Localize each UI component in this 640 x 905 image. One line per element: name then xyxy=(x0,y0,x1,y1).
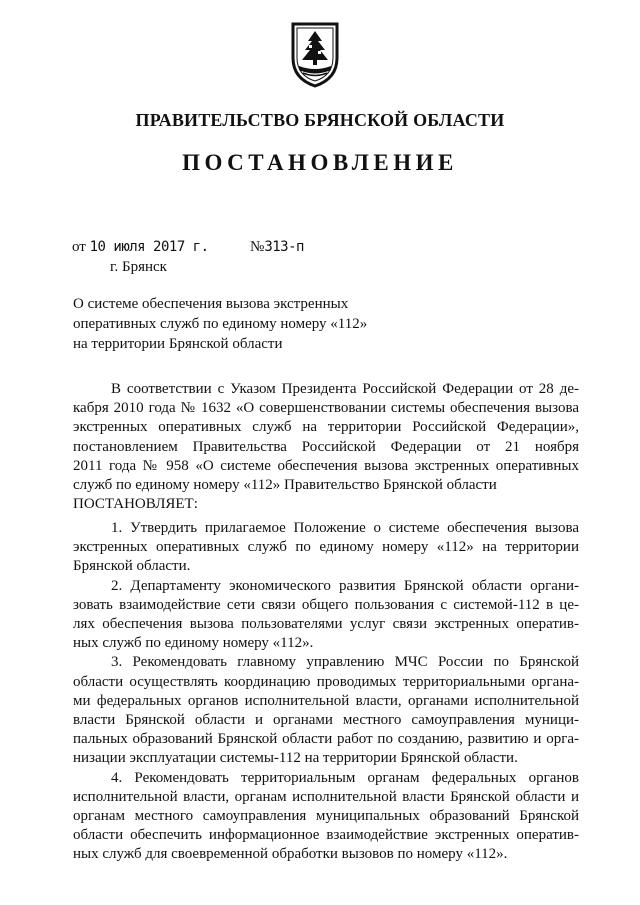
text-line: кабря 2010 года № 1632 «О совершенствовании системы обеспечения вызова xyxy=(73,400,579,417)
text-line: лях обеспечения вызова пользователями услуг связи экстренных оператив- xyxy=(73,616,579,633)
subject-line: оперативных служб по единому номеру «112» xyxy=(73,316,368,332)
subject-line: О системе обеспечения вызова экстренных xyxy=(73,296,349,312)
document-number xyxy=(250,239,304,256)
text-line: ных служб по единому номеру «112». xyxy=(73,635,314,652)
text-line: исполнительной власти, органам исполнительной власти Брянской области и xyxy=(73,788,579,805)
preamble-paragraph xyxy=(73,380,579,514)
decree-items xyxy=(73,519,579,865)
text-line: ми федеральных органов исполнительной власти, органами исполнительной xyxy=(73,692,579,709)
text-line: низации эксплуатации системы-112 на территории Брянской области. xyxy=(73,750,518,767)
city-line: г. Брянск xyxy=(110,259,167,275)
text-line: Брянской области. xyxy=(73,558,191,575)
text-line: власти Брянской области и органами местного самоуправления муници- xyxy=(73,712,579,729)
text-line: области осуществлять координацию проводимых территориальными органа- xyxy=(73,673,579,690)
document-subject xyxy=(73,294,413,354)
text-line: экстренных оперативных служб на территории Российской Федерации», xyxy=(73,419,579,436)
text-line: служб по единому номеру «112» Правительство Брянской области xyxy=(73,477,497,494)
number-value: 313-п xyxy=(264,239,304,255)
text-line: 2011 года № 958 «О системе обеспечения вызова экстренных оперативных xyxy=(73,457,579,474)
subject-line: на территории Брянской области xyxy=(73,336,283,352)
text-line: 2. Департаменту экономического развития Брянской области органи- xyxy=(111,577,579,594)
decree-item-2 xyxy=(73,577,579,654)
document-type-title: ПОСТАНОВЛЕНИЕ xyxy=(182,150,458,175)
date-line xyxy=(72,239,209,256)
text-line: 3. Рекомендовать главному управлению МЧС России по Брянской xyxy=(111,654,579,671)
text-line: зовать взаимодействие сети связи общего пользования с системой-112 в це- xyxy=(73,596,579,613)
text-line: 1. Утвердить прилагаемое Положение о системе обеспечения вызова xyxy=(111,520,579,536)
text-line: пальных образований Брянской области работ по созданию, развитию и орга- xyxy=(73,731,579,748)
text-line: 4. Рекомендовать территориальным органам федеральных органов xyxy=(111,769,579,786)
text-line: ных служб для своевременной обработки вызовов по номеру «112». xyxy=(73,846,508,863)
decree-item-3 xyxy=(73,653,579,768)
decree-item-4 xyxy=(73,769,579,865)
text-line: органам местного самоуправления муниципальных образований Брянской xyxy=(73,808,579,825)
number-sign: № xyxy=(250,239,265,255)
text-line: экстренных оперативных служб по единому номеру «112» на территории xyxy=(73,539,579,556)
text-line: постановлением Правительства Российской Федерации от 21 ноября xyxy=(73,438,579,455)
date-prefix: от xyxy=(72,239,86,255)
text-line: В соответствии с Указом Президента Российской Федерации от 28 де- xyxy=(111,381,579,397)
decree-word: ПОСТАНОВЛЯЕТ: xyxy=(73,496,198,513)
date-value: 10 июля 2017 г. xyxy=(89,239,209,255)
text-line: области обеспечить информационное взаимодействие экстренных оператив- xyxy=(73,827,579,844)
decree-item-1 xyxy=(73,519,579,577)
coat-of-arms-emblem xyxy=(289,20,341,88)
organization-title: ПРАВИТЕЛЬСТВО БРЯНСКОЙ ОБЛАСТИ xyxy=(135,110,505,130)
